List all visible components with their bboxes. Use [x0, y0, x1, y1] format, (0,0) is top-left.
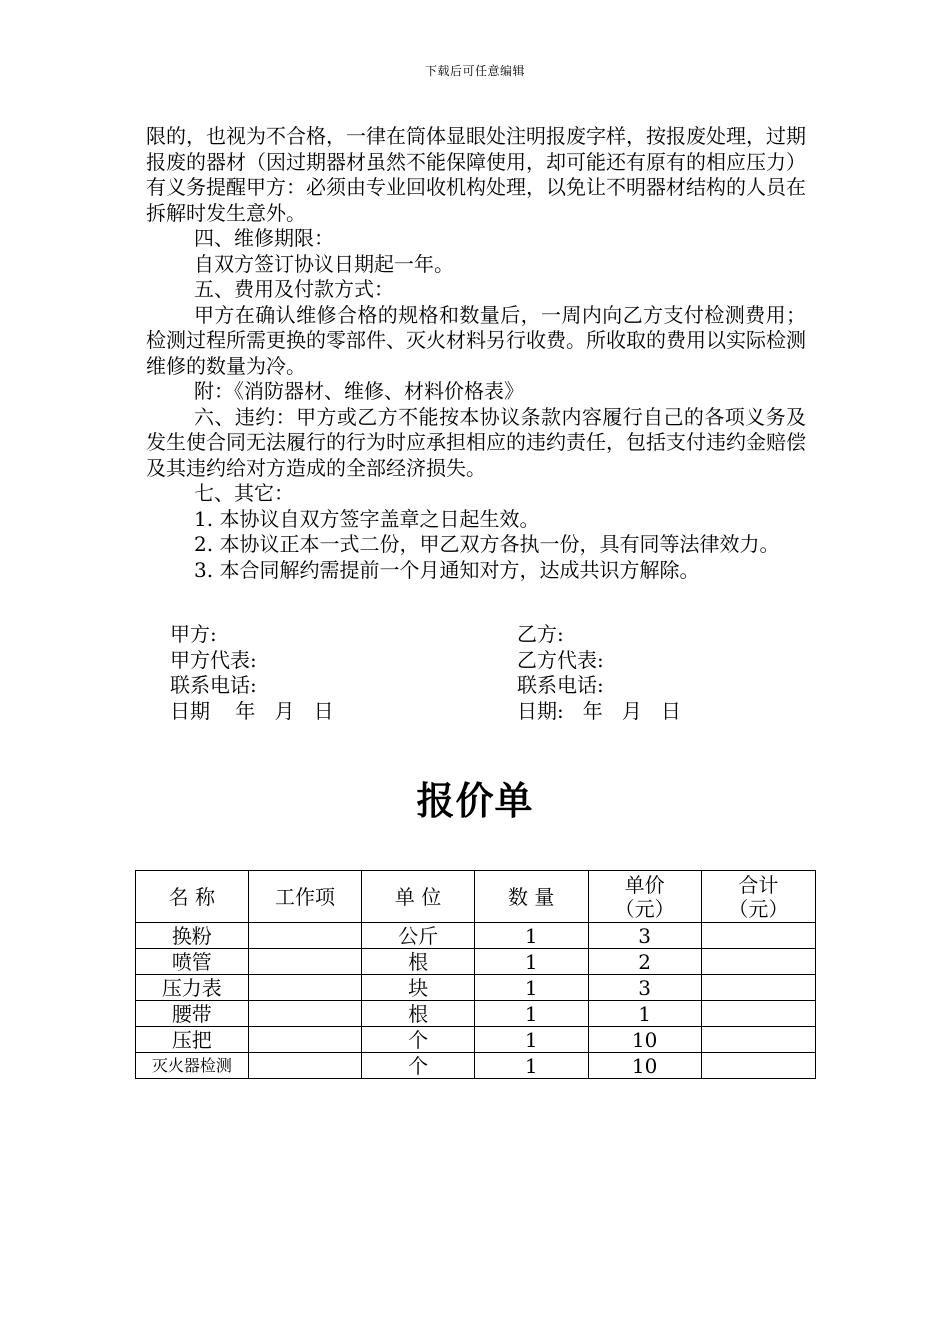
- party-b-date-label: 日期: 年 月 日: [517, 698, 681, 723]
- header-work-item: 工作项: [248, 871, 362, 923]
- cell-work-item: [248, 1053, 362, 1079]
- party-a-rep-label: 甲方代表:: [170, 647, 257, 672]
- cell-unit-price: 10: [588, 1053, 701, 1079]
- table-row: [136, 923, 816, 949]
- header-total: 合计 （元）: [701, 871, 815, 923]
- cell-work-item: [248, 1001, 362, 1027]
- cell-total: [701, 1053, 815, 1079]
- table-row: [136, 1027, 816, 1053]
- paragraph: 五、费用及付款方式：: [194, 277, 394, 301]
- header-name: 名 称: [136, 871, 249, 923]
- cell-unit: 根: [362, 1001, 475, 1027]
- cell-unit-price: 3: [588, 975, 701, 1001]
- paragraph: 1. 本协议自双方签字盖章之日起生效。: [194, 506, 540, 531]
- paragraph: 自双方签订协议日期起一年。: [194, 251, 454, 276]
- cell-quantity: 1: [474, 1053, 588, 1079]
- cell-name: 压力表: [136, 975, 249, 1001]
- cell-name: 灭火器检测: [136, 1053, 249, 1079]
- cell-quantity: 1: [474, 1027, 588, 1053]
- table-row: [136, 1001, 816, 1027]
- cell-unit: 根: [362, 949, 475, 975]
- cell-work-item: [248, 949, 362, 975]
- cell-total: [701, 923, 815, 949]
- paragraph: 3. 本合同解约需提前一个月通知对方，达成共识方解除。: [194, 557, 700, 582]
- cell-unit-price: 10: [588, 1027, 701, 1053]
- cell-name: 换粉: [136, 923, 249, 949]
- paragraph: 限的，也视为不合格，一律在筒体显眼处注明报废字样，按报废处理，过期报废的器材（因过期器材虽然不能保障使用，却可能还有原有的相应压力）有义务提醒甲方：必须由专业回收机构处理，以免让不明器材结构的人员在拆解时发生意外。: [146, 124, 806, 225]
- cell-quantity: 1: [474, 949, 588, 975]
- cell-work-item: [248, 975, 362, 1001]
- contract-body: [146, 124, 806, 583]
- party-a-date-label: 日期 年 月 日: [170, 698, 334, 723]
- cell-name: 喷管: [136, 949, 249, 975]
- cell-total: [701, 1027, 815, 1053]
- cell-work-item: [248, 923, 362, 949]
- cell-quantity: 1: [474, 975, 588, 1001]
- party-b-phone-label: 联系电话:: [517, 673, 604, 697]
- table-row: [136, 949, 816, 975]
- cell-work-item: [248, 1027, 362, 1053]
- table-row: [136, 1053, 816, 1079]
- cell-total: [701, 949, 815, 975]
- cell-quantity: 1: [474, 923, 588, 949]
- paragraph: 2. 本协议正本一式二份，甲乙双方各执一份，具有同等法律效力。: [194, 532, 780, 556]
- cell-quantity: 1: [474, 1001, 588, 1027]
- cell-unit: 个: [362, 1053, 475, 1079]
- quote-title: 报价单: [416, 778, 534, 823]
- party-b-rep-label: 乙方代表:: [517, 647, 604, 672]
- paragraph: 甲方在确认维修合格的规格和数量后，一周内向乙方支付检测费用；检测过程所需更换的零部件、灭火材料另行收费。所收取的费用以实际检测维修的数量为冷。: [146, 302, 806, 378]
- paragraph: 七、其它：: [194, 481, 294, 505]
- cell-total: [701, 1001, 815, 1027]
- header-quantity: 数 量: [474, 871, 588, 923]
- paragraph: 附：《消防器材、维修、材料价格表》: [194, 379, 524, 403]
- party-a-phone-label: 联系电话:: [170, 673, 257, 697]
- cell-unit: 公斤: [362, 923, 475, 949]
- table-row: [136, 975, 816, 1001]
- cell-unit-price: 3: [588, 923, 701, 949]
- price-table: [135, 870, 816, 1079]
- cell-name: 压把: [136, 1027, 249, 1053]
- page-header: 下载后可任意编辑: [424, 64, 525, 78]
- cell-unit-price: 2: [588, 949, 701, 975]
- party-b-label: 乙方:: [517, 622, 564, 646]
- paragraph: 六、违约：甲方或乙方不能按本协议条款内容履行自己的各项义务及发生使合同无法履行的行为时应承担相应的违约责任，包括支付违约金赔偿及其违约给对方造成的全部经济损失。: [146, 404, 806, 480]
- header-unit: 单 位: [362, 871, 475, 923]
- party-a-label: 甲方:: [170, 622, 217, 646]
- paragraph: 四、维修期限：: [194, 226, 334, 250]
- signature-block: [170, 622, 790, 724]
- cell-unit-price: 1: [588, 1001, 701, 1027]
- cell-total: [701, 975, 815, 1001]
- header-unit-price: 单价 （元）: [588, 871, 701, 923]
- table-header-row: [136, 871, 816, 923]
- cell-unit: 个: [362, 1027, 475, 1053]
- cell-unit: 块: [362, 975, 475, 1001]
- cell-name: 腰带: [136, 1001, 249, 1027]
